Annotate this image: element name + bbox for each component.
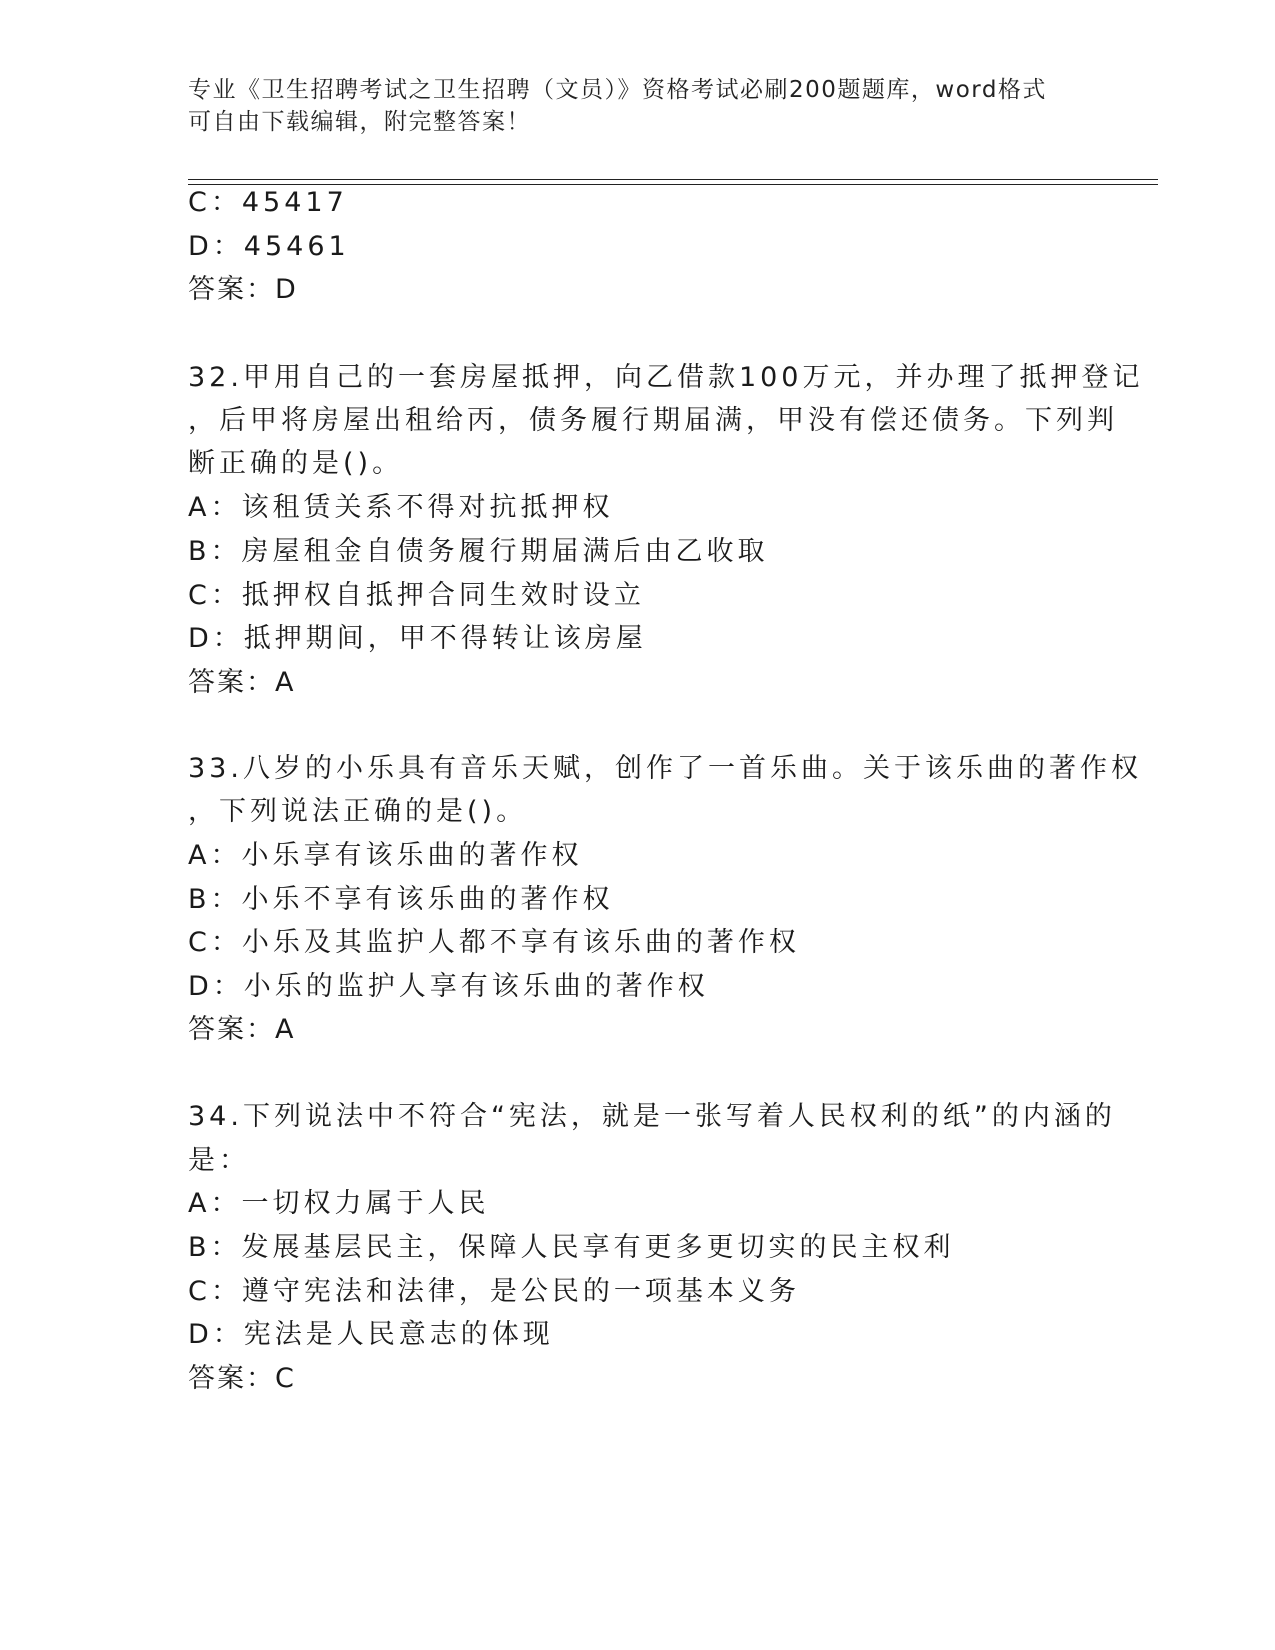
- q31-option-c: C：45417: [188, 187, 348, 218]
- q32-answer: 答案：A: [188, 667, 296, 698]
- q32-option-c: C：抵押权自抵押合同生效时设立: [188, 580, 645, 611]
- q33-stem-line-2: ，下列说法正确的是()。: [188, 796, 528, 827]
- q31-option-d: D：45461: [188, 231, 350, 262]
- q33-answer: 答案：A: [188, 1014, 296, 1045]
- q34-answer: 答案：C: [188, 1363, 296, 1394]
- q33-stem-line-1: 33.八岁的小乐具有音乐天赋，创作了一首乐曲。关于该乐曲的著作权: [188, 753, 1142, 784]
- q32-stem-line-1: 32.甲用自己的一套房屋抵押，向乙借款100万元，并办理了抵押登记: [188, 362, 1144, 393]
- q34-stem-line-2: 是：: [188, 1145, 250, 1176]
- q32-stem-line-2: ，后甲将房屋出租给丙，债务履行期届满，甲没有偿还债务。下列判: [188, 405, 1118, 436]
- q33-option-a: A：小乐享有该乐曲的著作权: [188, 840, 583, 871]
- q34-option-b: B：发展基层民主，保障人民享有更多更切实的民主权利: [188, 1232, 955, 1263]
- q32-stem-line-3: 断正确的是()。: [188, 448, 404, 479]
- q31-answer: 答案：D: [188, 274, 298, 305]
- header-divider-bottom: [188, 184, 1158, 185]
- q34-option-a: A：一切权力属于人民: [188, 1188, 490, 1219]
- page-header: [188, 74, 1088, 138]
- q33-option-d: D：小乐的监护人享有该乐曲的著作权: [188, 971, 709, 1002]
- q32-option-b: B：房屋租金自债务履行期届满后由乙收取: [188, 536, 769, 567]
- q34-option-c: C：遵守宪法和法律，是公民的一项基本义务: [188, 1276, 800, 1307]
- q33-option-c: C：小乐及其监护人都不享有该乐曲的著作权: [188, 927, 800, 958]
- q32-option-a: A：该租赁关系不得对抗抵押权: [188, 492, 614, 523]
- header-line-2: 可自由下载编辑，附完整答案！: [188, 109, 531, 135]
- q34-stem-line-1: 34.下列说法中不符合“宪法，就是一张写着人民权利的纸”的内涵的: [188, 1101, 1116, 1132]
- q34-option-d: D：宪法是人民意志的体现: [188, 1319, 554, 1350]
- q33-option-b: B：小乐不享有该乐曲的著作权: [188, 884, 614, 915]
- header-divider-top: [188, 179, 1158, 180]
- q32-option-d: D：抵押期间，甲不得转让该房屋: [188, 623, 647, 654]
- header-line-1: 专业《卫生招聘考试之卫生招聘（文员）》资格考试必刷200题题库，word格式: [188, 77, 1047, 103]
